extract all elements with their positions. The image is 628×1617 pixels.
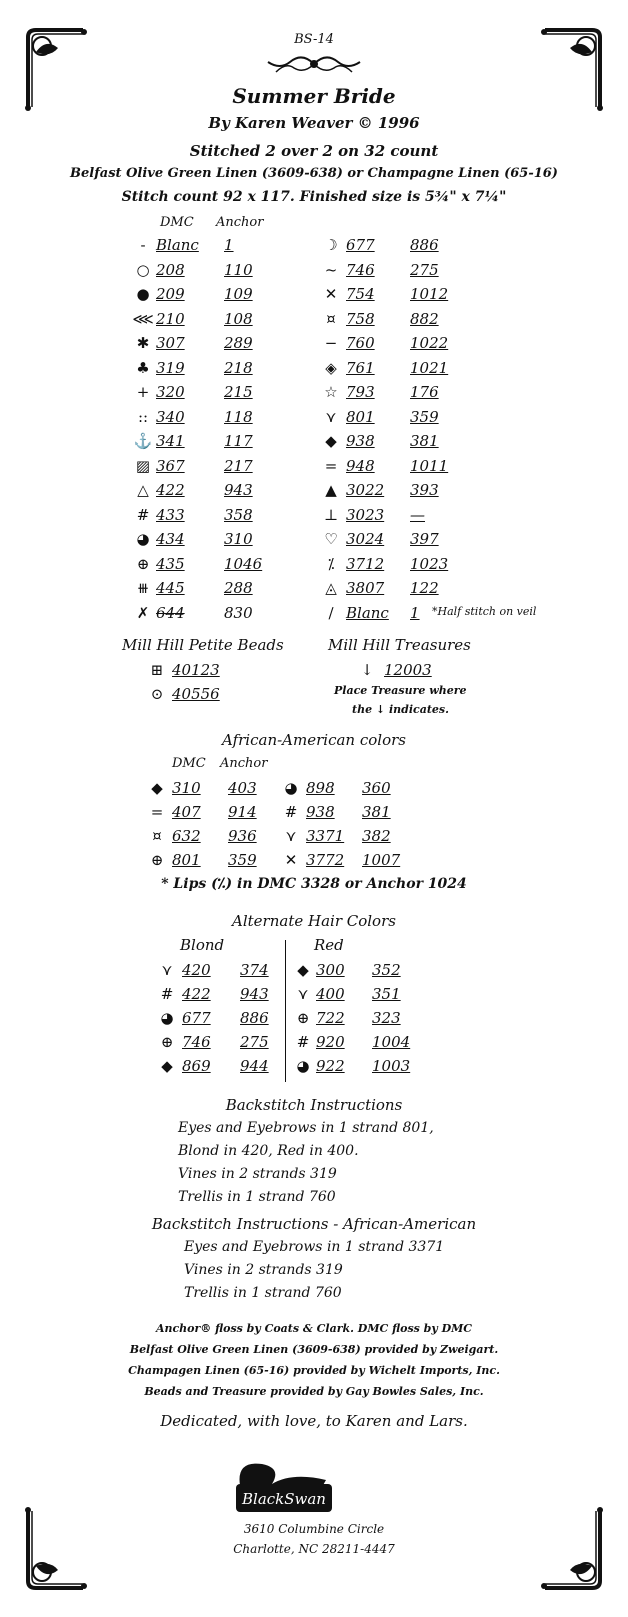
key-anchor-code: 1023	[410, 554, 449, 573]
backstitch-aa-line: Eyes and Eyebrows in 1 strand 3371	[184, 1239, 445, 1255]
key-anchor-code: 118	[224, 407, 253, 426]
hair-blond-label: Blond	[180, 936, 225, 954]
key-anchor-code: 1012	[410, 285, 449, 303]
key-anchor-code: 1022	[410, 334, 449, 352]
key-symbol-icon: ♣	[136, 358, 150, 377]
key-anchor-code: 217	[224, 456, 253, 475]
hair-dmc-code: 420	[182, 961, 211, 979]
stitch-line: Stitched 2 over 2 on 32 count	[189, 142, 439, 160]
key-anchor-code: 882	[410, 309, 439, 328]
aa-title: African-American colors	[222, 731, 406, 749]
key-dmc-code: 445	[156, 579, 185, 597]
page-title: Summer Bride	[232, 84, 396, 108]
aa-anchor-code: 360	[362, 779, 391, 797]
key-dmc-code: 793	[346, 383, 375, 401]
hair-symbol-icon: ⋎	[161, 961, 173, 979]
hair-symbol-icon: ⊕	[160, 1033, 174, 1051]
key-dmc-code: 3023	[346, 505, 385, 524]
key-dmc-code: 3712	[346, 554, 385, 573]
fabric-line: Belfast Olive Green Linen (3609-638) or Champagne Linen (65-16)	[70, 166, 558, 181]
key-symbol-icon: ~	[324, 260, 338, 279]
aa-dmc-code: 310	[172, 779, 201, 797]
key-symbol-icon: ◕	[136, 530, 150, 548]
hair-red-label: Red	[314, 936, 344, 954]
key-symbol-icon: +	[136, 383, 150, 401]
stitch-count-line: Stitch count 92 x 117. Finished size is 5¾" x 7¼"	[121, 189, 507, 205]
hair-symbol-icon: ⋎	[297, 985, 309, 1003]
treasure-arrow-icon: ↓	[360, 661, 374, 679]
hair-divider	[285, 940, 286, 1082]
credit-line: Champagen Linen (65-16) provided by Wichelt Imports, Inc.	[128, 1364, 500, 1377]
aa-col-dmc: DMC	[172, 756, 206, 771]
address-line-2: Charlotte, NC 28211-4447	[233, 1542, 395, 1556]
key-symbol-icon: −	[324, 334, 338, 352]
key-dmc-code: 3024	[346, 530, 385, 548]
hair-dmc-code: 746	[182, 1033, 211, 1051]
bead-code: 40123	[172, 661, 220, 679]
aa-dmc-code: 632	[172, 827, 201, 845]
hair-anchor-code: 275	[240, 1033, 269, 1051]
key-dmc-code: 422	[156, 481, 185, 499]
key-dmc-code: 3807	[346, 579, 385, 597]
key-dmc-code: 948	[346, 456, 375, 475]
key-anchor-code: 176	[410, 383, 439, 401]
key-dmc-code: 210	[156, 309, 185, 328]
aa-dmc-code: 407	[172, 803, 201, 821]
key-dmc-code: 644	[156, 603, 185, 622]
key-anchor-code: 1011	[410, 456, 449, 475]
key-anchor-code: 886	[410, 236, 439, 254]
key-col-anchor: Anchor	[216, 215, 264, 230]
key-symbol-icon: ☆	[324, 383, 338, 401]
hair-symbol-icon: ◕	[160, 1009, 174, 1027]
backstitch-line: Eyes and Eyebrows in 1 strand 801,	[178, 1120, 434, 1136]
key-anchor-code: 218	[224, 358, 253, 377]
hair-dmc-code: 400	[316, 985, 345, 1003]
key-dmc-code: 801	[346, 407, 375, 426]
credit-line: Belfast Olive Green Linen (3609-638) provided by Zweigart.	[129, 1343, 499, 1356]
key-symbol-icon: ⚓	[133, 432, 153, 450]
key-anchor-code: 1046	[224, 554, 263, 573]
author-line: By Karen Weaver © 1996	[208, 114, 420, 132]
hair-dmc-code: 869	[182, 1057, 211, 1075]
key-anchor-code: —	[410, 505, 425, 524]
beads-title: Mill Hill Petite Beads	[122, 636, 284, 654]
key-anchor-code: 393	[410, 481, 439, 499]
hair-dmc-code: 722	[316, 1009, 345, 1027]
key-anchor-code: 289	[224, 334, 253, 352]
key-dmc-code: Blanc	[156, 236, 199, 254]
key-symbol-icon: ○	[136, 260, 150, 279]
hair-dmc-code: 422	[182, 985, 211, 1003]
aa-col-anchor: Anchor	[220, 756, 268, 771]
black-swan-logo-icon	[222, 1454, 342, 1522]
key-anchor-code: 288	[224, 579, 253, 597]
hair-anchor-code: 886	[240, 1009, 269, 1027]
key-dmc-code: 3022	[346, 481, 385, 499]
key-dmc-code: 746	[346, 260, 375, 279]
hair-anchor-code: 352	[372, 961, 401, 979]
key-anchor-code: 830	[224, 603, 253, 622]
key-symbol-icon: ⊥	[323, 505, 339, 524]
hair-anchor-code: 944	[240, 1057, 269, 1075]
scroll-ornament	[264, 50, 364, 78]
key-dmc-code: 319	[156, 358, 185, 377]
dedication: Dedicated, with love, to Karen and Lars.	[160, 1412, 468, 1430]
key-dmc-code: 760	[346, 334, 375, 352]
aa-dmc-code: 938	[306, 803, 335, 821]
aa-symbol-icon: ◕	[284, 779, 298, 797]
key-symbol-icon: ◆	[325, 432, 337, 450]
key-anchor-code: 117	[224, 432, 253, 450]
treasure-note-1: Place Treasure where	[334, 684, 467, 697]
lips-note: * Lips (⁒) in DMC 3328 or Anchor 1024	[161, 876, 467, 892]
hair-anchor-code: 943	[240, 985, 269, 1003]
logo-text: BlackSwan	[242, 1490, 326, 1508]
hair-dmc-code: 300	[316, 961, 345, 979]
hair-dmc-code: 677	[182, 1009, 211, 1027]
hair-symbol-icon: ⊕	[296, 1009, 310, 1027]
backstitch-line: Trellis in 1 strand 760	[178, 1189, 336, 1205]
aa-symbol-icon: ✕	[284, 851, 298, 869]
key-symbol-icon: △	[137, 481, 149, 499]
pattern-code: BS-14	[294, 32, 334, 47]
aa-symbol-icon: ⋎	[285, 827, 297, 845]
hair-symbol-icon: ◆	[297, 961, 309, 979]
key-anchor-code: 109	[224, 285, 253, 303]
key-symbol-icon: ●	[136, 285, 150, 303]
key-dmc-code: 435	[156, 554, 185, 573]
key-anchor-code: 215	[224, 383, 253, 401]
bead-code: 40556	[172, 685, 220, 703]
bead-symbol-icon: ⊙	[150, 685, 164, 703]
key-dmc-code: 761	[346, 358, 375, 377]
hair-symbol-icon: #	[160, 985, 174, 1003]
key-dmc-code: 208	[156, 260, 185, 279]
key-dmc-code: 758	[346, 309, 375, 328]
key-anchor-code: 358	[224, 505, 253, 524]
key-dmc-code: 341	[156, 432, 185, 450]
key-symbol-icon: ♡	[324, 530, 338, 548]
key-dmc-code: 307	[156, 334, 185, 352]
key-symbol-icon: ◬	[325, 579, 337, 597]
hair-symbol-icon: ◆	[161, 1057, 173, 1075]
key-symbol-icon: -	[140, 236, 146, 254]
hair-dmc-code: 922	[316, 1057, 345, 1075]
key-col-dmc: DMC	[160, 215, 194, 230]
aa-anchor-code: 1007	[362, 851, 401, 869]
hair-symbol-icon: ◕	[296, 1057, 310, 1075]
hair-anchor-code: 351	[372, 985, 401, 1003]
half-stitch-note: *Half stitch on veil	[432, 605, 537, 618]
key-dmc-code: 340	[156, 407, 185, 426]
key-dmc-code: 677	[346, 236, 375, 254]
key-symbol-icon: ⋘	[132, 309, 154, 328]
key-anchor-code: 122	[410, 579, 439, 597]
backstitch-line: Blond in 420, Red in 400.	[178, 1143, 359, 1159]
key-symbol-icon: ✱	[136, 334, 150, 352]
aa-anchor-code: 936	[228, 827, 257, 845]
key-symbol-icon: ▲	[325, 481, 337, 499]
aa-dmc-code: 801	[172, 851, 201, 869]
backstitch-aa-line: Trellis in 1 strand 760	[184, 1285, 342, 1301]
key-anchor-code: 310	[224, 530, 253, 548]
key-anchor-code: 275	[410, 260, 439, 279]
treasure-code: 12003	[384, 661, 432, 679]
key-dmc-code: 320	[156, 383, 185, 401]
bead-symbol-icon: ⊞	[150, 661, 164, 679]
key-symbol-icon: ::	[137, 407, 149, 426]
hair-symbol-icon: #	[296, 1033, 310, 1051]
key-anchor-code: 1	[224, 236, 234, 254]
aa-dmc-code: 3371	[306, 827, 345, 845]
aa-symbol-icon: #	[284, 803, 298, 821]
key-dmc-code: Blanc	[346, 603, 389, 622]
hair-anchor-code: 1003	[372, 1057, 411, 1075]
address-line-1: 3610 Columbine Circle	[243, 1522, 385, 1536]
hair-dmc-code: 920	[316, 1033, 345, 1051]
aa-anchor-code: 381	[362, 803, 391, 821]
key-dmc-code: 433	[156, 505, 185, 524]
key-symbol-icon: ✗	[136, 603, 150, 622]
key-symbol-icon: ☽	[324, 236, 338, 254]
hair-title: Alternate Hair Colors	[232, 912, 396, 930]
key-symbol-icon: =	[324, 456, 338, 475]
key-anchor-code: 1021	[410, 358, 449, 377]
key-symbol-icon: ⋎	[325, 407, 337, 426]
aa-symbol-icon: ¤	[152, 827, 162, 845]
key-symbol-icon: ▨	[135, 456, 151, 475]
key-symbol-icon: ◈	[325, 358, 337, 377]
aa-anchor-code: 403	[228, 779, 257, 797]
key-symbol-icon: #	[136, 505, 150, 524]
aa-dmc-code: 898	[306, 779, 335, 797]
key-anchor-code: 381	[410, 432, 439, 450]
key-anchor-code: 108	[224, 309, 253, 328]
key-anchor-code: 397	[410, 530, 439, 548]
key-symbol-icon: ∕	[328, 603, 334, 622]
key-symbol-icon: ⁒	[327, 554, 335, 573]
key-dmc-code: 434	[156, 530, 185, 548]
backstitch-title: Backstitch Instructions	[225, 1096, 403, 1114]
hair-anchor-code: 374	[240, 961, 269, 979]
hair-anchor-code: 1004	[372, 1033, 411, 1051]
key-dmc-code: 367	[156, 456, 185, 475]
aa-anchor-code: 359	[228, 851, 257, 869]
aa-anchor-code: 382	[362, 827, 391, 845]
key-symbol-icon: ¤	[326, 309, 336, 328]
aa-symbol-icon: ⊕	[150, 851, 164, 869]
backstitch-aa-line: Vines in 2 strands 319	[184, 1262, 343, 1278]
treasures-title: Mill Hill Treasures	[328, 636, 471, 654]
credit-line: Anchor® floss by Coats & Clark. DMC floss by DMC	[155, 1322, 473, 1335]
key-anchor-code: 943	[224, 481, 253, 499]
aa-symbol-icon: ◆	[151, 779, 163, 797]
backstitch-line: Vines in 2 strands 319	[178, 1166, 337, 1182]
aa-symbol-icon: =	[150, 803, 164, 821]
key-dmc-code: 938	[346, 432, 375, 450]
credit-line: Beads and Treasure provided by Gay Bowles Sales, Inc.	[144, 1385, 484, 1398]
key-symbol-icon: ⊕	[136, 554, 150, 573]
key-dmc-code: 209	[156, 285, 185, 303]
key-symbol-icon: ✕	[324, 285, 338, 303]
key-dmc-code: 754	[346, 285, 375, 303]
key-symbol-icon: ⧻	[136, 579, 150, 597]
aa-anchor-code: 914	[228, 803, 257, 821]
hair-anchor-code: 323	[372, 1009, 401, 1027]
key-anchor-code: 110	[224, 260, 253, 279]
key-anchor-code: 359	[410, 407, 439, 426]
aa-dmc-code: 3772	[306, 851, 345, 869]
key-anchor-code: 1	[410, 603, 420, 622]
treasure-note-2: the ↓ indicates.	[352, 703, 449, 716]
backstitch-aa-title: Backstitch Instructions - African-American	[151, 1215, 477, 1233]
